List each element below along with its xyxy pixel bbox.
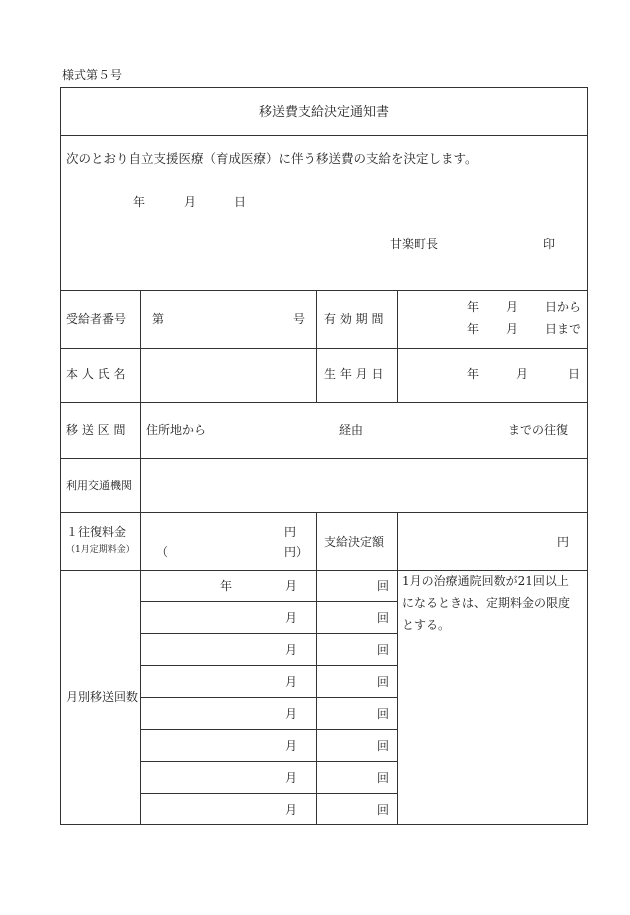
frame-right <box>587 87 588 825</box>
monthly-note-line-1: 1月の治療通院回数が21回以上 <box>402 574 569 588</box>
month-1: 月 <box>285 579 298 593</box>
birthdate-month: 月 <box>516 367 529 381</box>
rule-month-3 <box>140 665 397 666</box>
month-4: 月 <box>285 675 298 689</box>
month-6: 月 <box>285 739 298 753</box>
validity-from-day: 日から <box>545 300 582 314</box>
month-8: 月 <box>285 803 298 817</box>
col-label-divider <box>140 290 141 825</box>
validity-label: 有 効 期 間 <box>324 312 384 326</box>
birthdate-day: 日 <box>568 367 581 381</box>
col-mid-b-top <box>397 290 398 402</box>
route-to: までの往復 <box>508 423 569 437</box>
month-2: 月 <box>285 611 298 625</box>
form-number: 様式第５号 <box>62 68 123 82</box>
rule-month-7 <box>140 793 397 794</box>
decision-label: 支給決定額 <box>324 535 385 549</box>
fare-sublabel: （1月定期料金） <box>66 545 135 555</box>
validity-to-month: 月 <box>506 322 519 336</box>
issuer-name: 甘楽町長 <box>390 237 439 251</box>
rule-month-6 <box>140 761 397 762</box>
count-2: 回 <box>377 611 390 625</box>
rule-month-5 <box>140 729 397 730</box>
fare-label: １往復料金 <box>66 525 127 539</box>
month-3: 月 <box>285 643 298 657</box>
rule-month-2 <box>140 633 397 634</box>
transport-label: 利用交通機関 <box>66 479 132 492</box>
monthly-label: 月別移送回数 <box>66 690 139 704</box>
fare-paren-open: （ <box>156 545 169 559</box>
decision-yen: 円 <box>557 535 570 549</box>
fare-yen-2: 円） <box>284 545 309 559</box>
validity-from-year: 年 <box>467 300 480 314</box>
validity-from-month: 月 <box>506 300 519 314</box>
count-5: 回 <box>377 707 390 721</box>
date-day: 日 <box>234 195 247 209</box>
monthly-note-line-2: になるときは、定期料金の限度 <box>402 596 571 610</box>
birthdate-label: 生 年 月 日 <box>324 367 384 381</box>
rule-month-4 <box>140 697 397 698</box>
monthly-note-line-3: とする。 <box>402 618 451 632</box>
recipient-number-prefix: 第 <box>152 312 165 326</box>
date-month: 月 <box>184 195 197 209</box>
col-mid-a-top <box>316 290 317 402</box>
recipient-number-suffix: 号 <box>293 312 306 326</box>
frame-top <box>60 87 588 88</box>
count-3: 回 <box>377 643 390 657</box>
validity-to-day: 日まで <box>545 322 582 336</box>
col-mid-a-bottom <box>316 512 317 825</box>
fare-yen-1: 円 <box>284 525 297 539</box>
count-7: 回 <box>377 771 390 785</box>
frame-left <box>60 87 61 825</box>
monthly-year: 年 <box>220 579 233 593</box>
issuer-seal: 印 <box>543 237 556 251</box>
month-5: 月 <box>285 707 298 721</box>
intro-text: 次のとおり自立支援医療（育成医療）に伴う移送費の支給を決定します。 <box>66 151 478 166</box>
count-8: 回 <box>377 803 390 817</box>
route-from: 住所地から <box>146 423 207 437</box>
route-label: 移 送 区 間 <box>66 423 126 437</box>
route-via: 経由 <box>339 423 364 437</box>
validity-to-year: 年 <box>467 322 480 336</box>
document-title: 移送費支給決定通知書 <box>258 105 389 120</box>
rule-month-1 <box>140 601 397 602</box>
recipient-number-label: 受給者番号 <box>66 312 127 326</box>
count-4: 回 <box>377 675 390 689</box>
col-mid-b-bottom <box>397 512 398 825</box>
birthdate-year: 年 <box>467 367 480 381</box>
rule-title <box>60 135 588 136</box>
name-label: 本 人 氏 名 <box>66 367 126 381</box>
month-7: 月 <box>285 771 298 785</box>
date-year: 年 <box>133 195 146 209</box>
count-1: 回 <box>377 579 390 593</box>
count-6: 回 <box>377 739 390 753</box>
